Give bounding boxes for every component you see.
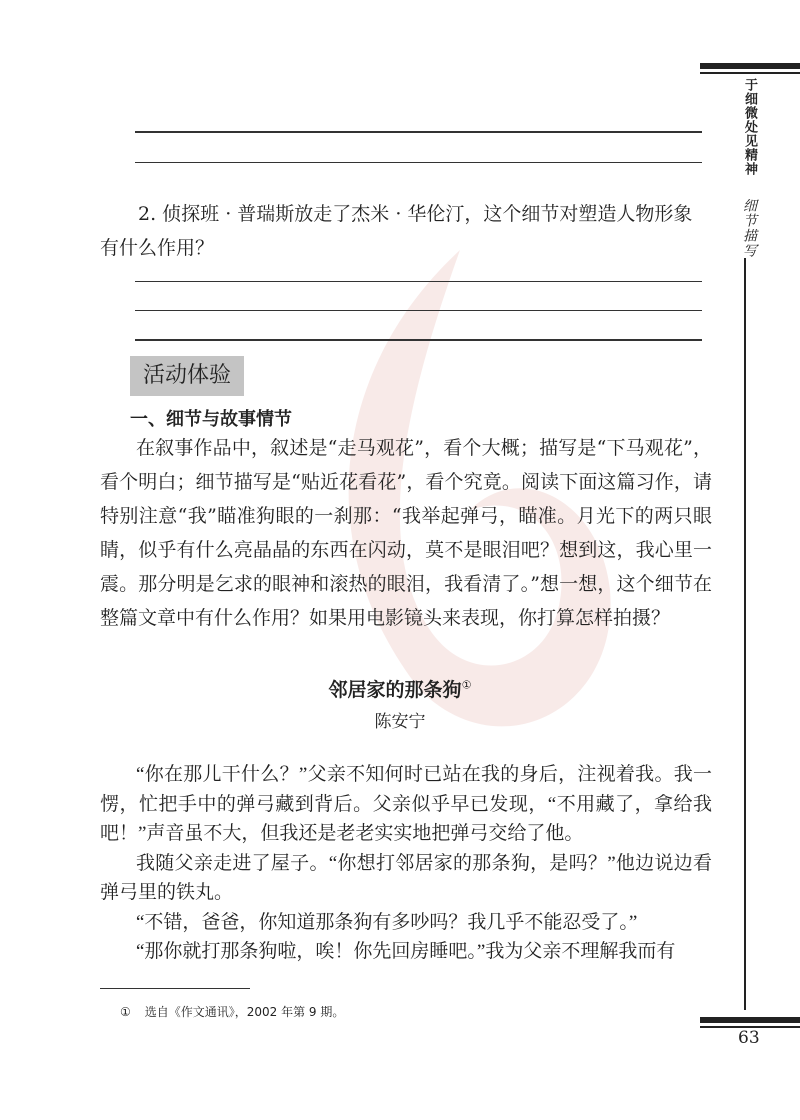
- story-author: 陈安宁: [374, 712, 426, 732]
- footnote-reference: ①: [461, 678, 472, 692]
- sidebar-top-bar: [700, 63, 800, 69]
- footnote: [120, 1003, 344, 1020]
- sidebar-series-title: 于细微处见精神: [742, 78, 757, 176]
- sidebar-vertical-rule: [744, 210, 746, 1010]
- footnote-text: 选自《作文通讯》，2002 年第 9 期。: [144, 1005, 345, 1019]
- story-paragraph: “那你就打那条狗啦，唉！你先回房睡吧。”我为父亲不理解我而有: [136, 941, 676, 962]
- intro-paragraph: 在叙事作品中，叙述是“走马观花”，看个大概；描写是“下马观花”，看个明白；细节描写是“贴近花看花”，看个究竟。阅读下面这篇习作，请特别注意“我”瞄准狗眼的一刹那：“我举起弹弓，瞄准。月光下的两只眼睛，似乎有什么亮晶晶的东西在闪动，莫不是眼泪吧？想到这，我心里一震。那分明是乞求的眼神和滚热的眼泪，我看清了。”想一想，这个细节在整篇文章中有什么作用？如果用电影镜头来表现，你打算怎样拍摄？: [100, 437, 712, 629]
- answer-line: [135, 281, 702, 282]
- section-heading: 一、细节与故事情节: [130, 409, 292, 430]
- page-number: 63: [738, 1028, 760, 1048]
- story-title: [0, 675, 800, 702]
- story-paragraph: “不错，爸爸，你知道那条狗有多吵吗？我几乎不能忍受了。”: [136, 911, 638, 933]
- story-title-text: 邻居家的那条狗: [328, 679, 462, 701]
- question-2: 2. 侦探班 · 普瑞斯放走了杰米 · 华伦汀，这个细节对塑造人物形象有什么作用？: [100, 203, 693, 259]
- story-paragraph: “你在那儿干什么？”父亲不知何时已站在我的身后，注视着我。我一愣，忙把手中的弹弓藏到背后。父亲似乎早已发现，“不用藏了，拿给我吧！”声音虽不大，但我还是老老实实地把弹弓交给了他。: [100, 764, 712, 844]
- answer-line: [135, 162, 702, 163]
- sidebar-top-rule: [700, 72, 800, 74]
- sidebar-bottom-bar: [700, 1017, 800, 1023]
- activity-label: 活动体验: [130, 356, 244, 396]
- story-paragraph: 我随父亲走进了屋子。“你想打邻居家的那条狗，是吗？”他边说边看弹弓里的铁丸。: [100, 852, 712, 903]
- answer-line: [135, 131, 702, 133]
- story-body: [100, 760, 712, 967]
- answer-line: [135, 310, 702, 311]
- sidebar-chapter-title: 细节描写: [741, 198, 757, 258]
- footnote-divider: [100, 988, 250, 989]
- footnote-marker: ①: [120, 1005, 131, 1019]
- answer-line: [135, 339, 702, 341]
